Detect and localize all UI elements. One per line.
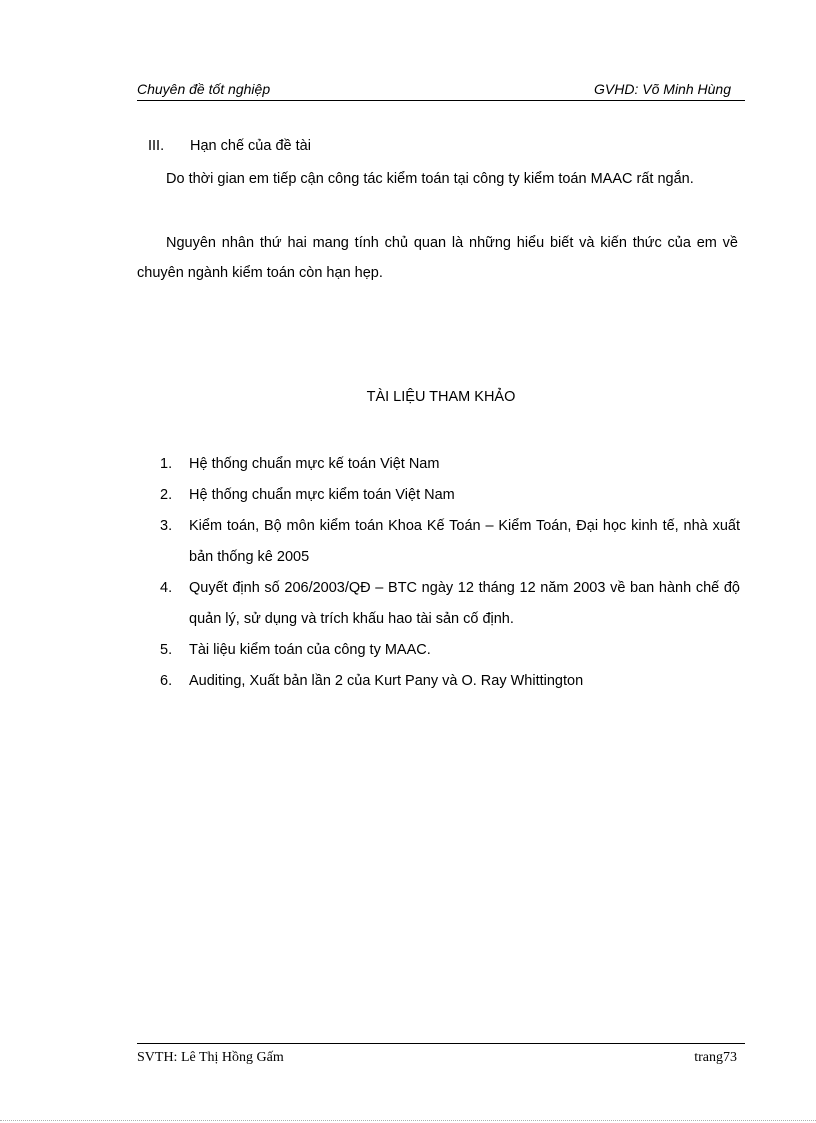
reference-text: Tài liệu kiểm toán của công ty MAAC. xyxy=(189,642,431,658)
references-list xyxy=(160,449,740,697)
footer-divider xyxy=(137,1043,745,1044)
reference-text: Kiểm toán, Bộ môn kiểm toán Khoa Kế Toán – Kiểm Toán, Đại học kinh tế, nhà xuất bản thống kê 2005 xyxy=(189,518,740,565)
reference-item xyxy=(160,511,740,573)
section-title: Hạn chế của đề tài xyxy=(190,138,311,154)
reference-item xyxy=(160,449,740,480)
reference-number: 6. xyxy=(160,673,173,689)
footer-page-number: trang73 xyxy=(694,1050,737,1065)
reference-number: 4. xyxy=(160,580,173,596)
footer-student: SVTH: Lê Thị Hồng Gấm xyxy=(137,1050,284,1065)
references-title: TÀI LIỆU THAM KHẢO xyxy=(366,389,516,405)
reference-text: Hệ thống chuẩn mực kiểm toán Việt Nam xyxy=(189,487,455,503)
reference-number: 1. xyxy=(160,456,173,472)
reference-text: Quyết định số 206/2003/QĐ – BTC ngày 12 tháng 12 năm 2003 về ban hành chế độ quản lý, sử dụng và trích khấu hao tài sản cố định. xyxy=(189,580,740,627)
section-heading xyxy=(148,138,311,154)
paragraph-2: Nguyên nhân thứ hai mang tính chủ quan là những hiểu biết và kiến thức của em về chuyên ngành kiểm toán còn hạn hẹp. xyxy=(137,235,738,281)
reference-text: Hệ thống chuẩn mực kế toán Việt Nam xyxy=(189,456,440,472)
header-advisor: GVHD: Võ Minh Hùng xyxy=(594,81,731,97)
reference-item xyxy=(160,573,740,635)
reference-text: Auditing, Xuất bản lần 2 của Kurt Pany và O. Ray Whittington xyxy=(189,673,584,689)
reference-item xyxy=(160,480,740,511)
section-number: III. xyxy=(148,138,165,154)
header-thesis-title: Chuyên đề tốt nghiệp xyxy=(137,81,271,97)
reference-item xyxy=(160,635,740,666)
reference-number: 3. xyxy=(160,518,173,534)
page-bottom-border xyxy=(0,1120,816,1121)
reference-item xyxy=(160,666,740,697)
reference-number: 5. xyxy=(160,642,173,658)
reference-number: 2. xyxy=(160,487,173,503)
paragraph-1: Do thời gian em tiếp cận công tác kiểm toán tại công ty kiểm toán MAAC rất ngắn. xyxy=(166,171,694,187)
page-header xyxy=(137,80,745,101)
